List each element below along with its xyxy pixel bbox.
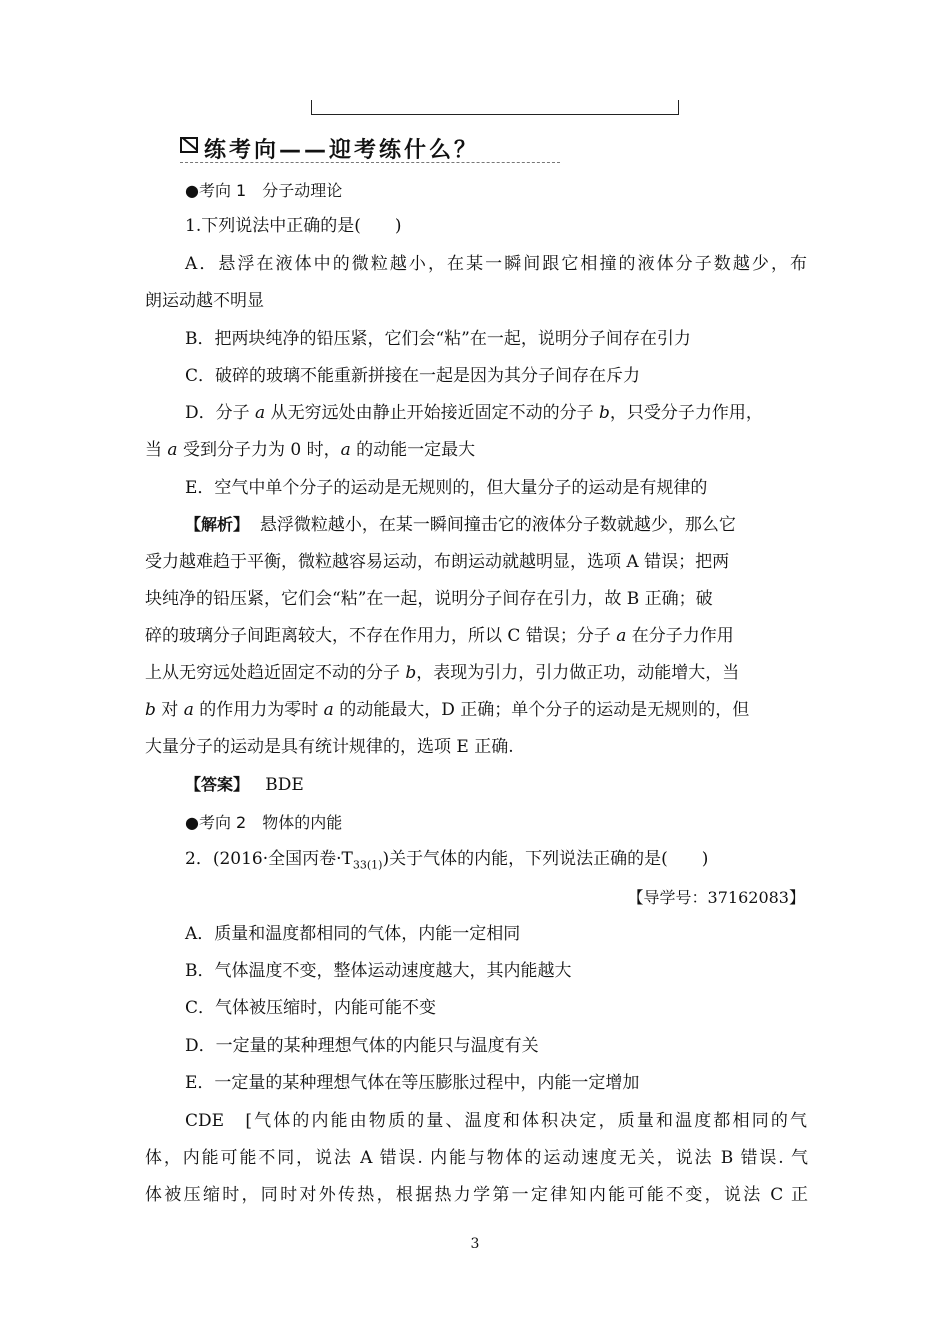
text: 的动能最大，D 正确；单个分子的运动是无规则的，但 [333,700,750,720]
q1-option-c: C．破碎的玻璃不能重新拼接在一起是因为其分子间存在斥力 [185,366,641,386]
text: 在分子力作用 [626,626,734,646]
text: ，表现为引力，引力做正功，动能增大，当 [416,663,740,683]
analysis2-line2: 体，内能可能不同，说法 A 错误. 内能与物体的运动速度无关，说法 B 错误. 气 [145,1148,808,1168]
q1-option-b: B．把两块纯净的铅压紧，它们会“粘”在一起，说明分子间存在引力 [185,329,691,349]
analysis-label: 【解析】 [185,515,250,534]
q2-option-b: B．气体温度不变，整体运动速度越大，其内能越大 [185,961,572,981]
analysis1-line4 [145,624,734,648]
guide-number: 【导学号：37162083】 [627,888,805,907]
topic1-heading: ●考向 1 分子动理论 [185,181,343,200]
checkbox-icon [180,137,198,153]
section-divider [180,162,560,163]
var-b: b [405,663,417,683]
analysis2-line3: 体被压缩时，同时对外传热，根据热力学第一定律知内能可能不变，说法 C 正 [145,1185,808,1205]
q2-option-a: A．质量和温度都相同的气体，内能一定相同 [185,924,521,944]
q2-option-d: D．一定量的某种理想气体的内能只与温度有关 [185,1036,539,1056]
q1-option-e: E．空气中单个分子的运动是无规则的，但大量分子的运动是有规律的 [185,478,708,498]
analysis1-line5 [145,661,739,685]
q2-option-c: C．气体被压缩时，内能可能不变 [185,998,437,1018]
text: 的动能一定最大 [350,440,476,460]
var-b: b [599,403,610,423]
var-a: a [183,700,194,720]
text: 上从无穷远处趋近固定不动的分子 [145,663,406,683]
text: 2．(2016·全国丙卷·T [185,849,353,869]
analysis1-line2: 受力越难趋于平衡，微粒越容易运动，布朗运动就越明显，选项 A 错误；把两 [145,552,730,572]
var-a: a [616,626,627,646]
text: 的作用力为零时 [193,700,324,720]
answer-label: 【答案】 [185,775,250,794]
text: 对 [155,700,184,720]
q1-option-d-line2 [145,438,475,462]
text: )关于气体的内能，下列说法正确的是( ) [382,849,709,869]
topic2-heading: ●考向 2 物体的内能 [185,813,343,832]
text: ，只受分子力作用， [609,403,763,423]
var-a: a [340,440,351,460]
q1-option-a-line2: 朗运动越不明显 [145,291,264,311]
var-a: a [255,403,266,423]
answer-value: BDE [265,775,304,795]
q1-stem: 1.下列说法中正确的是( ) [185,216,402,236]
analysis1-line7: 大量分子的运动是具有统计规律的，选项 E 正确. [145,737,514,757]
q1-option-a-line1: A．悬浮在液体中的微粒越小，在某一瞬间跟它相撞的液体分子数越少，布 [185,254,807,274]
q2-option-e: E．一定量的某种理想气体在等压膨胀过程中，内能一定增加 [185,1073,640,1093]
text: 碎的玻璃分子间距离较大，不存在作用力，所以 C 错误；分子 [145,626,617,646]
answer1 [185,773,304,797]
subscript: 33(1) [352,858,383,872]
q2-stem [185,847,708,877]
text: 当 [145,440,168,460]
var-a: a [323,700,334,720]
q1-option-d-line1 [185,401,763,425]
text: 受到分子力为 0 时， [177,440,341,460]
text: 悬浮微粒越小，在某一瞬间撞击它的液体分子数就越少，那么它 [259,515,736,535]
top-bracket [311,100,679,115]
analysis2-line1: CDE [气体的内能由物质的量、温度和体积决定，质量和温度都相同的气 [185,1111,807,1131]
text: 从无穷远处由静止开始接近固定不动的分子 [265,403,599,423]
text: D．分子 [185,403,256,423]
section-title: 练考向——迎考练什么？ [204,138,480,163]
analysis1-line6 [145,698,749,722]
var-b: b [145,700,156,720]
var-a: a [167,440,178,460]
page-number: 3 [470,1236,480,1252]
analysis1-line3: 块纯净的铅压紧，它们会“粘”在一起，说明分子间存在引力，故 B 正确；破 [145,589,713,609]
analysis1-line1 [185,513,736,537]
